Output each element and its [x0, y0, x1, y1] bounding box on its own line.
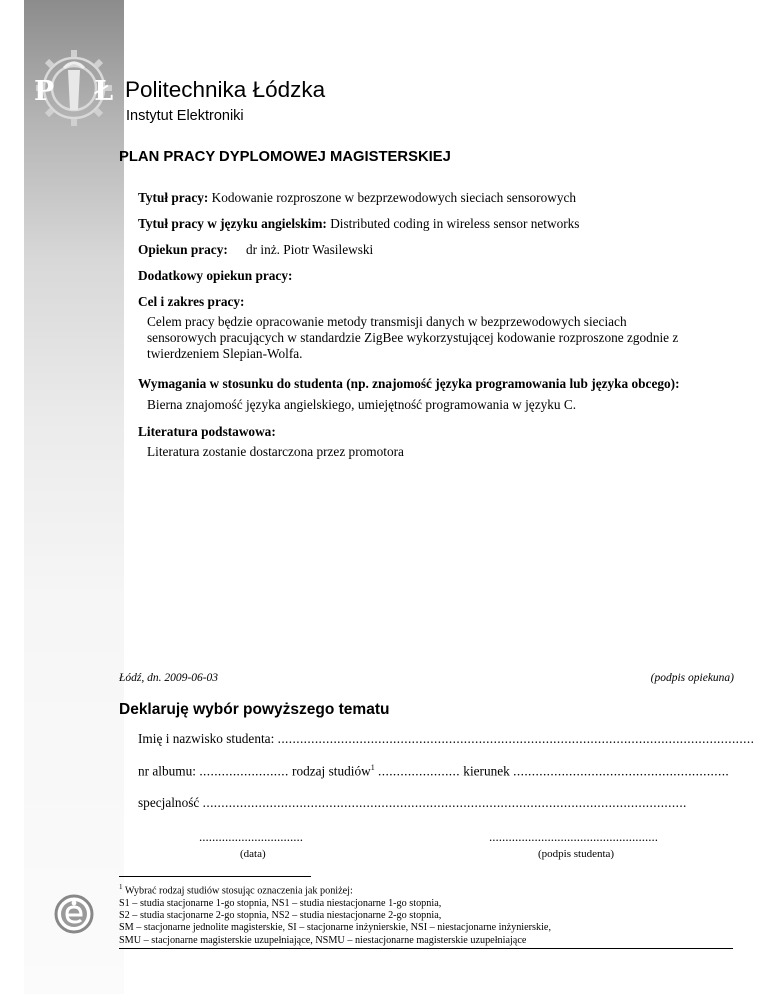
thesis-title-en-row	[138, 216, 579, 232]
footnote-line: SM – stacjonarne jednolite magisterskie, SI – stacjonarne inżynierskie, NSI – niestacjonarne inżynierskie,	[119, 922, 551, 934]
declaration-heading: Deklaruję wybór powyższego tematu	[119, 701, 390, 718]
specialty-row	[138, 795, 687, 811]
thesis-title-row	[138, 190, 576, 206]
literature-value: Literatura zostanie dostarczona przez promotora	[147, 444, 404, 459]
bottom-rule	[119, 948, 733, 949]
study-type-field[interactable]: ......................	[378, 763, 460, 779]
cosupervisor-label: Dodatkowy opiekun pracy:	[138, 268, 293, 283]
sidebar-band	[24, 0, 124, 994]
thesis-title-value: Kodowanie rozproszone w bezprzewodowych sieciach sensorowych	[211, 190, 577, 205]
place-date: Łódź, dn. 2009-06-03	[119, 672, 219, 684]
literature-label: Literatura podstawowa:	[138, 424, 276, 439]
requirements-value: Bierna znajomość języka angielskiego, umiejętność programowania w języku C.	[147, 397, 577, 412]
student-signature-label: (podpis studenta)	[538, 848, 615, 860]
footnote-mark: 1	[119, 883, 123, 891]
goal-line: Celem pracy będzie opracowanie metody transmisji danych w bezprzewodowych sieciach	[147, 314, 627, 329]
university-logo	[28, 40, 120, 135]
specialty-field[interactable]: ..................................................................................................................................	[202, 795, 687, 810]
institute-e-logo-icon	[54, 894, 94, 934]
study-type-label: rodzaj studiów	[292, 763, 371, 779]
institute-logo	[54, 894, 94, 934]
date-label: (data)	[240, 848, 266, 860]
footnote-ref: 1	[370, 763, 375, 772]
document-title: PLAN PRACY DYPLOMOWEJ MAGISTERSKIEJ	[119, 149, 451, 165]
footnote-line: Wybrać rodzaj studiów stosując oznaczenia jak poniżej:	[124, 885, 353, 897]
footnote-line: S1 – studia stacjonarne 1-go stopnia, NS1 – studia niestacjonarne 1-go stopnia,	[119, 897, 442, 909]
supervisor-signature-label: (podpis opiekuna)	[650, 672, 734, 684]
student-name-label: Imię i nazwisko studenta:	[138, 731, 275, 746]
institution-name: Politechnika Łódzka	[125, 77, 326, 102]
thesis-title-en-label: Tytuł pracy w języku angielskim:	[138, 216, 327, 231]
student-name-row	[138, 731, 754, 747]
thesis-title-label: Tytuł pracy:	[138, 190, 209, 205]
footnote-rule	[119, 876, 311, 877]
direction-label: kierunek	[463, 763, 510, 779]
goal-line: twierdzeniem Slepian-Wolfa.	[147, 346, 303, 361]
goal-text	[147, 314, 678, 362]
student-signature-field[interactable]: ....................................................	[489, 829, 658, 844]
album-label: nr albumu:	[138, 763, 196, 779]
footnote	[119, 881, 551, 947]
footnote-line: SMU – stacjonarne magisterskie uzupełniające, NSMU – niestacjonarne magisterskie uzupełniające	[119, 934, 527, 946]
footnote-line: S2 – studia stacjonarne 2-go stopnia, NS2 – studia niestacjonarne 2-go stopnia,	[119, 909, 442, 921]
institute-name: Instytut Elektroniki	[126, 108, 244, 124]
supervisor-label: Opiekun pracy:	[138, 242, 228, 257]
thesis-title-en-value: Distributed coding in wireless sensor networks	[330, 216, 580, 231]
album-row	[138, 763, 729, 779]
requirements-label: Wymagania w stosunku do studenta (np. znajomość języka programowania lub języka obcego):	[138, 376, 680, 391]
specialty-label: specjalność	[138, 795, 200, 810]
student-name-field[interactable]: ................................................................................................................................	[277, 731, 755, 746]
date-field[interactable]: ................................	[199, 829, 303, 844]
goal-label: Cel i zakres pracy:	[138, 294, 245, 309]
direction-field[interactable]: ..........................................................	[513, 763, 730, 779]
goal-line: sensorowych pracujących w standardzie ZigBee wykorzystującej kodowanie rozproszone zgodnie z	[147, 330, 679, 345]
logo-letter-p: P	[34, 76, 55, 107]
supervisor-value: dr inż. Piotr Wasilewski	[246, 242, 374, 257]
logo-letter-l: Ł	[94, 76, 114, 107]
album-field[interactable]: ........................	[199, 763, 289, 779]
